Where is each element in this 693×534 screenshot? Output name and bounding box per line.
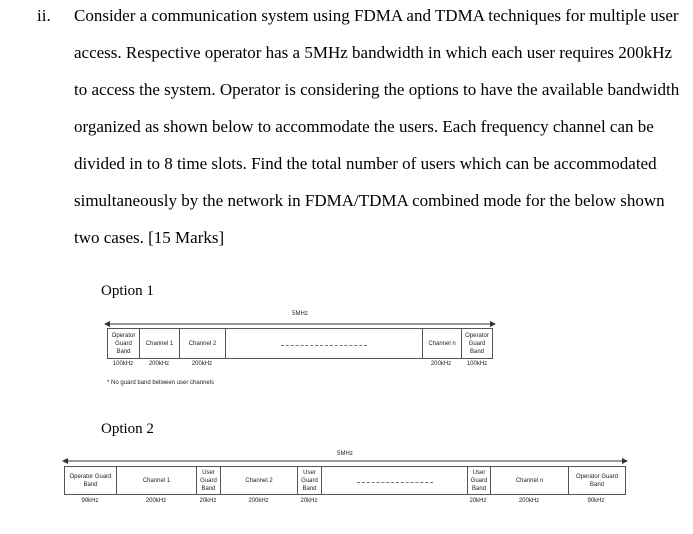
option1-total-bandwidth-label: 5MHz <box>292 311 308 317</box>
cell-text: Operator Guard <box>69 473 112 480</box>
cell-text: Operator <box>465 332 489 339</box>
option1-width-ch2: 200kHz <box>191 361 213 367</box>
cell-text: Channel 1 <box>145 340 174 347</box>
cell-text: Band <box>471 485 486 492</box>
cell-text: Guard <box>470 477 488 484</box>
cell-text: Channel 1 <box>142 477 171 484</box>
option2-title: Option 2 <box>101 421 154 437</box>
option2-bandwidth-arrow <box>62 457 628 465</box>
option1-note: * No guard band between user channels <box>107 380 215 386</box>
cell-text: User <box>472 469 486 476</box>
cell-text: Operator <box>111 332 136 339</box>
option1-spectrum-box <box>107 328 493 359</box>
cell-text: Band <box>201 485 216 492</box>
cell-text: Channel 2 <box>188 340 217 347</box>
question-line: simultaneously by the network in FDMA/TDMA combined mode for the below shown <box>74 191 665 210</box>
option1-channel-n <box>422 329 462 358</box>
option1-bandwidth-arrow <box>104 320 496 328</box>
option2-width-guard-left: 90kHz <box>81 498 99 504</box>
option2-user-guard-band-1 <box>197 467 221 494</box>
option1-title: Option 1 <box>101 283 154 299</box>
question-line: organized as shown below to accommodate the users. Each frequency channel can be <box>74 117 654 136</box>
cell-text: Band <box>83 481 98 488</box>
cell-text: Band <box>302 485 317 492</box>
option1-continuation-dashes <box>281 345 367 346</box>
question-line: divided in to 8 time slots. Find the total number of users which can be accommodated <box>74 154 657 173</box>
question-line: two cases. [15 Marks] <box>74 228 225 247</box>
option2-width-ug2: 20kHz <box>300 498 318 504</box>
option1-operator-guard-band-left <box>108 329 140 358</box>
option1-channel-1 <box>140 329 180 358</box>
cell-text: Band <box>469 348 484 355</box>
option2-user-guard-band-3 <box>467 467 491 494</box>
option2-operator-guard-band-left <box>65 467 117 494</box>
option2-spectrum-box <box>64 466 626 495</box>
question-line: to access the system. Operator is considering the options to have the available bandwidth <box>74 80 680 99</box>
option2-width-ch1: 200kHz <box>145 498 167 504</box>
cell-text: User <box>202 469 215 476</box>
option2-width-ch2: 200kHz <box>248 498 269 504</box>
cell-text: Guard <box>468 340 486 347</box>
option1-channel-2 <box>180 329 226 358</box>
cell-text: Guard <box>301 477 318 484</box>
option1-operator-guard-band-right <box>462 329 492 358</box>
option2-continuation-dashes <box>357 482 433 483</box>
option2-channel-2 <box>221 467 298 494</box>
option2-channel-n <box>491 467 569 494</box>
cell-text: Operator Guard <box>575 473 619 480</box>
question-number: ii. <box>37 6 51 25</box>
option2-channel-1 <box>117 467 197 494</box>
question-text <box>74 4 680 263</box>
cell-text: User <box>303 469 316 476</box>
option2-width-ug1: 20kHz <box>199 498 217 504</box>
cell-text: Band <box>589 481 604 488</box>
cell-text: Band <box>116 348 131 355</box>
option2-width-guard-right: 90kHz <box>587 498 605 504</box>
option2-user-guard-band-2 <box>298 467 322 494</box>
option2-total-bandwidth-label: 5MHz <box>337 451 353 457</box>
option1-width-ch1: 200kHz <box>148 361 170 367</box>
question-line: Consider a communication system using FDMA and TDMA techniques for multiple user <box>74 6 679 25</box>
cell-text: Channel n <box>428 340 456 347</box>
option2-width-chn: 200kHz <box>518 498 540 504</box>
cell-text: Guard <box>115 340 132 347</box>
cell-text: Guard <box>200 477 217 484</box>
option2-width-ug3: 20kHz <box>469 498 487 504</box>
option1-width-guard-left: 100kHz <box>112 361 134 367</box>
cell-text: Channel n <box>515 477 544 484</box>
option2-operator-guard-band-right <box>569 467 625 494</box>
cell-text: Channel 2 <box>245 477 273 484</box>
option1-width-guard-right: 100kHz <box>466 361 488 367</box>
option1-width-chn: 200kHz <box>430 361 452 367</box>
question-line: access. Respective operator has a 5MHz bandwidth in which each user requires 200kHz <box>74 43 673 62</box>
